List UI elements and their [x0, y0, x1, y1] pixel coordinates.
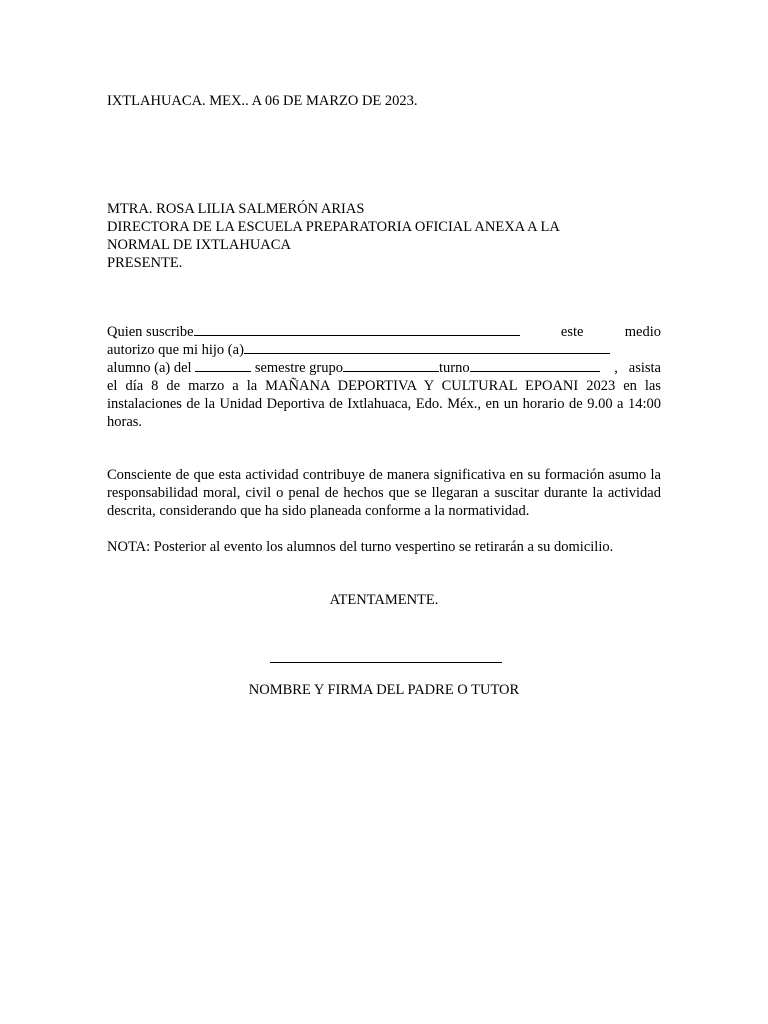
- group-blank[interactable]: [343, 359, 439, 372]
- authorization-line-1: [107, 323, 661, 341]
- authorization-paragraph: [107, 323, 661, 431]
- nota-paragraph: NOTA: Posterior al evento los alumnos del turno vespertino se retirarán a su domicilio.: [107, 539, 614, 555]
- recipient-name: MTRA. ROSA LILIA SALMERÓN ARIAS: [107, 201, 365, 217]
- authorization-rest: el día 8 de marzo a la MAÑANA DEPORTIVA Y CULTURAL EPOANI 2023 en las instalaciones de la Unidad Deportiva de Ixtlahuaca, Edo. Méx., en un horario de 9.00 a 14:00 horas.: [107, 378, 661, 430]
- authorization-line-2: [107, 341, 661, 359]
- este-word: este: [560, 324, 584, 340]
- alumno-del-label: alumno (a) del: [107, 360, 192, 376]
- shift-blank[interactable]: [470, 359, 600, 372]
- guardian-name-blank[interactable]: [194, 323, 520, 336]
- medio-word: medio: [624, 324, 661, 340]
- semester-blank[interactable]: [195, 359, 251, 372]
- authorization-line-3: [107, 359, 661, 377]
- recipient-presente: PRESENTE.: [107, 255, 183, 271]
- recipient-title-line1: DIRECTORA DE LA ESCUELA PREPARATORIA OFICIAL ANEXA A LA: [107, 219, 560, 235]
- signature-line[interactable]: [270, 662, 502, 663]
- turno-label: turno: [439, 360, 470, 376]
- signature-label: NOMBRE Y FIRMA DEL PADRE O TUTOR: [248, 682, 520, 698]
- date-line: IXTLAHUACA. MEX.. A 06 DE MARZO DE 2023.: [107, 93, 418, 109]
- student-name-blank[interactable]: [244, 341, 610, 354]
- recipient-title-line2: NORMAL DE IXTLAHUACA: [107, 237, 291, 253]
- autorizo-label: autorizo que mi hijo (a): [107, 342, 244, 358]
- responsibility-paragraph: Consciente de que esta actividad contribuye de manera significativa en su formación asumo la responsabilidad moral, civil o penal de hechos que se llegaran a suscitar durante la actividad descrita, considerando que ha sido planeada conforme a la normatividad.: [107, 467, 661, 519]
- recipient-block: [107, 200, 661, 272]
- atentamente-label: ATENTAMENTE.: [329, 592, 439, 608]
- semestre-grupo-label: semestre grupo: [254, 360, 343, 376]
- quien-suscribe-label: Quien suscribe: [107, 324, 194, 340]
- asista-word: , asista: [614, 360, 661, 376]
